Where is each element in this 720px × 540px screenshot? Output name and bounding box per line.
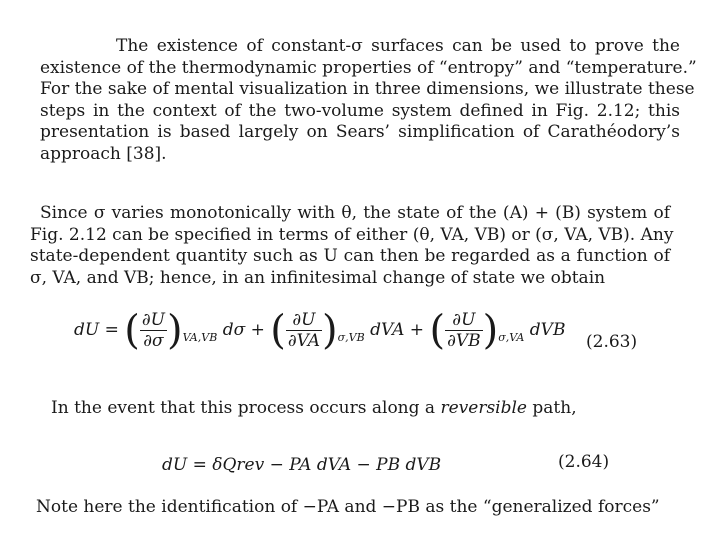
text-line: σ, VA, and VB; hence, in an infinitesimal change of state we obtain <box>30 267 606 288</box>
equation-body: dU = δQrev − PA dVA − PB dVB <box>162 455 442 475</box>
equation-number: (2.64) <box>558 452 610 472</box>
text-line: presentation is based largely on Sears’ simplification of Carathéodory’s <box>40 122 680 143</box>
text-line: In the event that this process occurs along a reversible path, <box>51 398 577 418</box>
text-line: Since σ varies monotonically with θ, the state of the (A) + (B) system of <box>40 203 670 223</box>
paragraph-reversible <box>51 398 651 420</box>
equation-2-63: dU = ( $\frac{\partial U}{\partial\sigma}$ )$_{VA,VB}$ dσ + ( $\frac{\partial U}{\partial VA}$ )$_{\sigma,VB}$ dVA + ( $\frac{\partial U}{\partial VB}$ )$_{\sigma,VA}$ dVB <box>74 307 566 354</box>
partial-subscript: σ,VB <box>337 331 365 344</box>
partial-subscript: VA,VB <box>182 331 218 344</box>
text-line: existence of the thermodynamic properties of “entropy” and “temperature.” <box>40 57 697 78</box>
equation-number: (2.63) <box>586 332 638 352</box>
paragraph-generalized-forces <box>36 497 676 519</box>
partial-fraction: $\frac{\partial U}{\partial VA}$ <box>287 310 321 351</box>
differential: dσ + <box>222 320 265 340</box>
differential: dVA + <box>370 320 425 340</box>
text-line: The existence of constant-σ surfaces can be used to prove the <box>116 36 680 56</box>
equation-lhs: dU = <box>74 320 119 340</box>
text-line: For the sake of mental visualization in three dimensions, we illustrate these <box>40 79 695 100</box>
text-line: approach [38]. <box>40 143 167 164</box>
text-line: steps in the context of the two-volume system defined in Fig. 2.12; this <box>40 100 680 121</box>
paragraph-entropy-intro <box>40 36 697 166</box>
equation-2-64 <box>162 455 441 475</box>
partial-subscript: σ,VA <box>498 331 525 344</box>
emphasis-reversible: reversible <box>440 398 527 418</box>
paragraph-state-variables <box>30 203 674 289</box>
text-line: state-dependent quantity such as U can then be regarded as a function of <box>30 246 670 267</box>
text-line: Fig. 2.12 can be specified in terms of either (θ, VA, VB) or (σ, VA, VB). Any <box>30 224 674 245</box>
partial-fraction: $\frac{\partial U}{\partial VB}$ <box>447 310 481 351</box>
text-line: Note here the identification of −PA and −PB as the “generalized forces” <box>36 497 660 517</box>
partial-fraction: $\frac{\partial U}{\partial\sigma}$ <box>141 310 165 351</box>
differential: dVB <box>529 320 566 340</box>
